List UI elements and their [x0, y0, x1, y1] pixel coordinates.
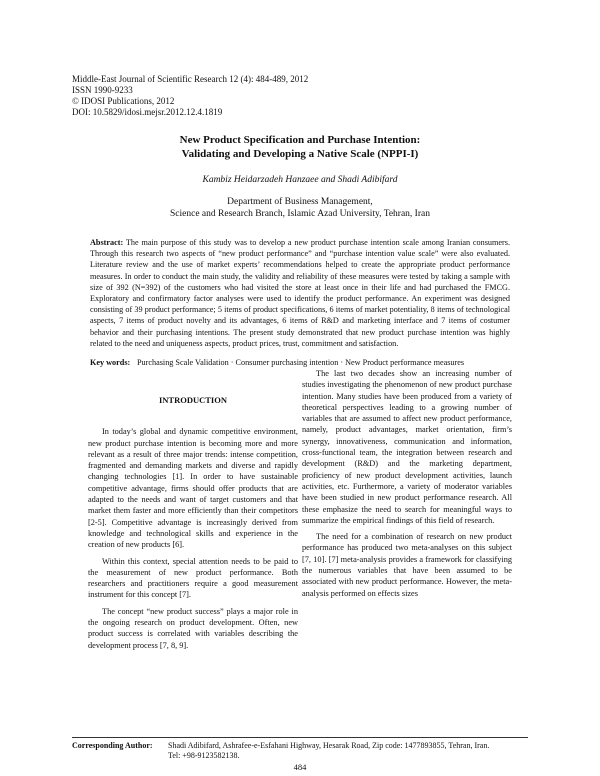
- affiliation-line-1: Department of Business Management,: [227, 197, 373, 207]
- abstract: [90, 237, 510, 349]
- paper-title: [0, 133, 600, 161]
- title-line-1: New Product Specification and Purchase Intention:: [179, 134, 421, 146]
- journal-citation: Middle-East Journal of Scientific Research 12 (4): 484-489, 2012: [72, 74, 309, 84]
- keywords: [90, 358, 510, 368]
- footnote-divider: [72, 737, 528, 738]
- authors: Kambiz Heidarzadeh Hanzaee and Shadi Adibifard: [202, 175, 398, 185]
- right-paragraph-1: The last two decades show an increasing number of studies investigating the phenomenon of new product purchase intention. Many studies have been produced from a variety of theoretical perspectives leading to a growing number of variables that are assumed to affect new product performance, namely, product advantages, market orientation, firm’s synergy, innovativeness, communication and information, cross-functional team, the integration between research and development (R&D) and the marketing department, proficiency of new product development activities, launch activities, etc. Furthermore, a variety of moderator variables have been studied in new product performance research. All these emphasize the need to search for meaningful ways to summarize the empirical findings of this field of research.: [302, 369, 512, 525]
- page-number: 484: [293, 762, 307, 772]
- section-heading-introduction: INTRODUCTION: [158, 395, 227, 405]
- affiliation-line-2: Science and Research Branch, Islamic Azad University, Tehran, Iran: [170, 209, 430, 219]
- doi[interactable]: DOI: 10.5829/idosi.mejsr.2012.12.4.1819: [72, 107, 223, 117]
- journal-header: [72, 74, 308, 118]
- abstract-text: The main purpose of this study was to develop a new product purchase intention scale among Iranian consumers. Through this research two aspects of “new product performance” and “purchase intention value scale” were also evaluated. Literature review and the use of market experts’ recommendations helped to create the appropriate product performance measures. In order to conduct the main study, the validity and reliability of these measures were tested by taking a sample with size of 392 (N=392) of the customers who had visited the store at least once in their life and had purchased the FMCG. Exploratory and confirmatory factor analyses were used to identify the product performance. An experiment was designed consisting of 39 product performance; 5 items of product specifications, 6 items of market potentiality, 8 items of technological aspects, 7 items of product novelty and its advantages, 6 items of R&D and marketing interface and 7 items of costumer behavior and their purchasing intentions. The present study demonstrated that new product purchase intention was highly related to the need and uniqueness aspects, product prices, trust, commitment and satisfaction.: [90, 238, 510, 348]
- intro-paragraph-1: In today’s global and dynamic competitive environment, new product purchase intention is becoming more and more relevant as a result of three major trends: intense competition, fragmented and demanding markets and diverse and rapidly changing technologies [1]. In order to have sustainable competitive advantage, firms should offer products that are adapted to the needs and want of target customers and that market them faster and more efficiently than their competitors [2-5]. Competitive advantage is increasingly derived from knowledge and technological skills and experience in the creation of new products [6].: [88, 427, 298, 550]
- footnote-line-1: Shadi Adibifard, Ashrafee-e-Esfahani Highway, Hesarak Road, Zip code: 1477893855, Tehran, Iran.: [168, 741, 490, 750]
- corresponding-author-footnote: [72, 741, 489, 761]
- keywords-text: Purchasing Scale Validation · Consumer purchasing intention · New Product performance measures: [137, 358, 465, 367]
- right-column: [302, 368, 512, 604]
- right-paragraph-2: The need for a combination of research on new product performance has produced two meta-analyses on this subject [7, 10]. [7] meta-analysis provides a framework for classifying the numerous variables that have been assumed to be associated with new product performance. However, the meta-analysis performed on effects sizes: [302, 532, 512, 598]
- keywords-label: Key words:: [90, 358, 131, 367]
- issn: ISSN 1990-9233: [72, 85, 133, 95]
- intro-paragraph-3: The concept “new product success” plays a major role in the ongoing research on product development. Often, new product success is correlated with variables describing the development process [7, 8, 9].: [88, 606, 298, 650]
- abstract-label: Abstract:: [90, 238, 124, 247]
- copyright: © IDOSI Publications, 2012: [72, 96, 175, 106]
- affiliation: [0, 196, 600, 220]
- left-column: [88, 395, 298, 656]
- footnote-line-2: Tel: +98-9123582138.: [168, 751, 240, 760]
- footnote-label: Corresponding Author:: [72, 741, 153, 750]
- title-line-2: Validating and Developing a Native Scale (NPPI-I): [181, 148, 419, 160]
- intro-paragraph-2: Within this context, special attention needs to be paid to the measurement of new product performance. Both researchers and practitioners require a good measurement instrument for this concept [7].: [88, 556, 298, 600]
